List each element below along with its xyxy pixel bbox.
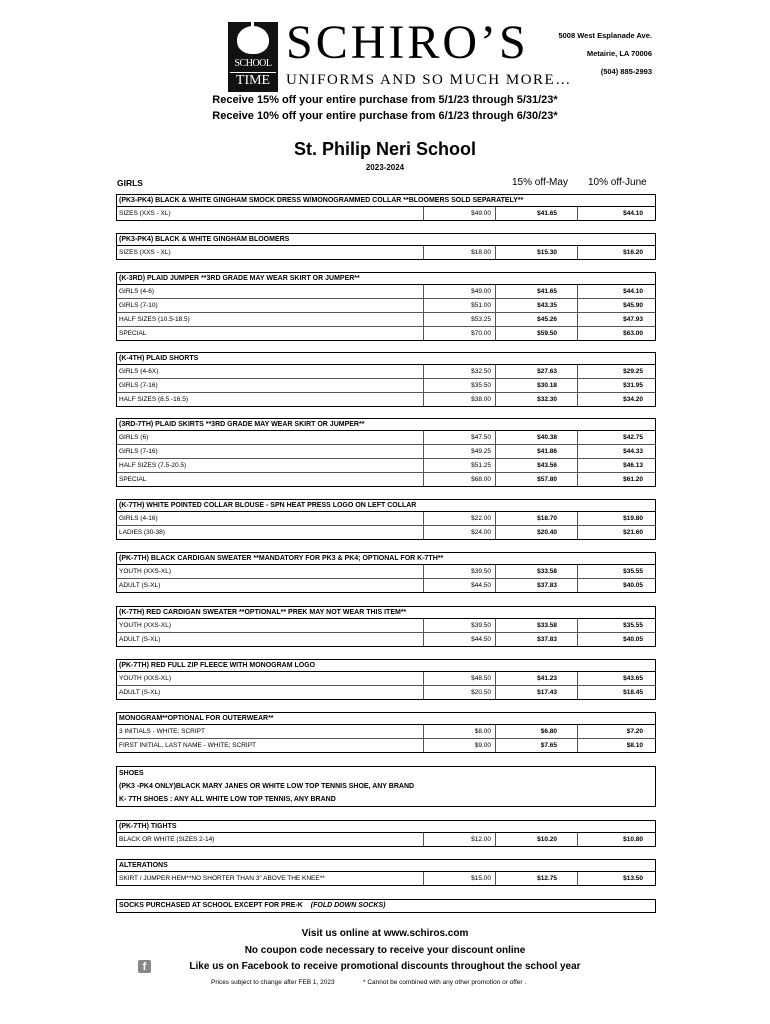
june-price: $8.10 bbox=[577, 739, 655, 752]
size-label: FIRST INITIAL, LAST NAME - WHITE; SCRIPT bbox=[119, 742, 256, 749]
regular-price: $32.50 bbox=[423, 365, 495, 378]
price-row bbox=[117, 393, 655, 406]
may-price: $57.80 bbox=[495, 473, 577, 486]
may-price: $30.18 bbox=[495, 379, 577, 392]
june-price: $31.95 bbox=[577, 379, 655, 392]
june-price: $42.75 bbox=[577, 431, 655, 444]
size-label: YOUTH (XXS-XL) bbox=[119, 568, 172, 575]
size-label: 3 INITIALS - WHITE; SCRIPT bbox=[119, 728, 205, 735]
size-label: SIZES (XXS - XL) bbox=[119, 210, 171, 217]
apple-icon bbox=[237, 26, 269, 54]
june-price: $16.20 bbox=[577, 246, 655, 259]
price-row bbox=[117, 431, 655, 445]
june-price: $7.20 bbox=[577, 725, 655, 738]
price-section bbox=[116, 233, 656, 260]
size-label: HALF SIZES (8.5 -16.5) bbox=[119, 396, 188, 403]
may-price: $33.58 bbox=[495, 619, 577, 632]
may-price: $41.86 bbox=[495, 445, 577, 458]
june-price: $21.60 bbox=[577, 526, 655, 539]
regular-price: $20.50 bbox=[423, 686, 495, 699]
fine-print-prices: Prices subject to change after FEB 1, 2023 bbox=[211, 979, 335, 986]
price-section bbox=[116, 712, 656, 753]
seal-top-text: SCHOOL bbox=[234, 58, 272, 69]
june-price: $18.45 bbox=[577, 686, 655, 699]
price-row bbox=[117, 686, 655, 699]
size-label: LADIES (30-38) bbox=[119, 529, 165, 536]
regular-price: $18.00 bbox=[423, 246, 495, 259]
category-heading: GIRLS bbox=[117, 178, 143, 188]
size-label: ADULT (S-XL) bbox=[119, 636, 161, 643]
regular-price: $8.00 bbox=[423, 725, 495, 738]
brand-logo bbox=[228, 16, 572, 94]
section-title: (K-7TH) WHITE POINTED COLLAR BLOUSE - SPN HEAT PRESS LOGO ON LEFT COLLAR bbox=[117, 500, 655, 512]
fine-print-offer: * Cannot be combined with any other promotion or offer . bbox=[363, 979, 527, 986]
section-title: (K-4TH) PLAID SHORTS bbox=[117, 353, 655, 365]
june-price: $19.80 bbox=[577, 512, 655, 525]
price-row bbox=[117, 445, 655, 459]
size-label: GIRLS (4-16) bbox=[119, 515, 158, 522]
price-row bbox=[117, 633, 655, 646]
size-label: ADULT (S-XL) bbox=[119, 689, 161, 696]
price-row bbox=[117, 207, 655, 220]
may-price: $37.83 bbox=[495, 579, 577, 592]
brand-name: SCHIRO’S bbox=[286, 16, 529, 69]
price-section bbox=[116, 194, 656, 221]
regular-price: $39.50 bbox=[423, 619, 495, 632]
may-price: $27.63 bbox=[495, 365, 577, 378]
size-label: SKIRT / JUMPER HEM**NO SHORTER THAN 3" ABOVE THE KNEE** bbox=[119, 875, 325, 882]
price-section bbox=[116, 272, 656, 341]
price-section bbox=[116, 859, 656, 886]
regular-price: $44.50 bbox=[423, 579, 495, 592]
regular-price: $51.00 bbox=[423, 299, 495, 312]
price-row bbox=[117, 672, 655, 686]
may-price: $32.30 bbox=[495, 393, 577, 406]
school-time-seal bbox=[228, 22, 278, 92]
price-section bbox=[116, 552, 656, 593]
shoes-line-2: K- 7TH SHOES : ANY ALL WHITE LOW TOP TENNIS, ANY BRAND bbox=[119, 796, 336, 803]
price-section bbox=[116, 352, 656, 407]
shoes-section bbox=[116, 766, 656, 807]
june-price: $43.65 bbox=[577, 672, 655, 685]
section-title: (3RD-7TH) PLAID SKIRTS **3RD GRADE MAY WEAR SKIRT OR JUMPER** bbox=[117, 419, 655, 431]
regular-price: $68.00 bbox=[423, 473, 495, 486]
socks-text: SOCKS PURCHASED AT SCHOOL EXCEPT FOR PRE-K bbox=[119, 902, 303, 909]
section-title: (PK3-PK4) BLACK & WHITE GINGHAM BLOOMERS bbox=[117, 234, 655, 246]
regular-price: $49.00 bbox=[423, 285, 495, 298]
section-title: ALTERATIONS bbox=[117, 860, 655, 872]
price-row bbox=[117, 512, 655, 526]
regular-price: $51.25 bbox=[423, 459, 495, 472]
may-price: $20.40 bbox=[495, 526, 577, 539]
price-row bbox=[117, 473, 655, 486]
regular-price: $44.50 bbox=[423, 633, 495, 646]
phone-number: (504) 885-2993 bbox=[600, 67, 652, 76]
facebook-icon[interactable]: f bbox=[138, 960, 151, 973]
price-row bbox=[117, 327, 655, 340]
promo-june: Receive 10% off your entire purchase from 6/1/23 through 6/30/23* bbox=[212, 110, 558, 122]
price-row bbox=[117, 872, 655, 885]
brand-tagline: UNIFORMS AND SO MUCH MORE… bbox=[286, 72, 572, 88]
section-title: (PK-7TH) TIGHTS bbox=[117, 821, 655, 833]
may-price: $45.26 bbox=[495, 313, 577, 326]
footer-facebook: Like us on Facebook to receive promotional discounts throughout the school year bbox=[189, 961, 581, 972]
may-price: $41.65 bbox=[495, 285, 577, 298]
june-price: $40.05 bbox=[577, 633, 655, 646]
june-price: $29.25 bbox=[577, 365, 655, 378]
size-label: HALF SIZES (10.5-18.5) bbox=[119, 316, 190, 323]
section-title: (PK3-PK4) BLACK & WHITE GINGHAM SMOCK DRESS W/MONOGRAMMED COLLAR **BLOOMERS SOLD SEPARATELY** bbox=[117, 195, 655, 207]
size-label: GIRLS (7-16) bbox=[119, 382, 158, 389]
may-price: $17.43 bbox=[495, 686, 577, 699]
june-price: $13.50 bbox=[577, 872, 655, 885]
price-section bbox=[116, 606, 656, 647]
price-section bbox=[116, 820, 656, 847]
june-price: $10.80 bbox=[577, 833, 655, 846]
size-label: SIZES (XXS - XL) bbox=[119, 249, 171, 256]
footer-coupon: No coupon code necessary to receive your discount online bbox=[244, 945, 526, 956]
price-section bbox=[116, 499, 656, 540]
size-label: ADULT (S-XL) bbox=[119, 582, 161, 589]
may-price: $41.23 bbox=[495, 672, 577, 685]
may-price: $37.83 bbox=[495, 633, 577, 646]
price-row bbox=[117, 285, 655, 299]
size-label: HALF SIZES (7.5-20.5) bbox=[119, 462, 187, 469]
size-label: GIRLS (7-10) bbox=[119, 302, 158, 309]
price-row bbox=[117, 579, 655, 592]
column-june: 10% off-June bbox=[588, 177, 647, 188]
price-row bbox=[117, 313, 655, 327]
section-title: (PK-7TH) BLACK CARDIGAN SWEATER **MANDATORY FOR PK3 & PK4; OPTIONAL FOR K-7TH** bbox=[117, 553, 655, 565]
seal-bottom-text: TIME bbox=[230, 72, 276, 89]
size-label: SPECIAL bbox=[119, 330, 147, 337]
address-line-2: Metairie, LA 70006 bbox=[586, 49, 652, 58]
regular-price: $49.25 bbox=[423, 445, 495, 458]
address-line-1: 5008 West Esplanade Ave. bbox=[558, 31, 652, 40]
size-label: GIRLS (7-16) bbox=[119, 448, 158, 455]
price-section bbox=[116, 659, 656, 700]
june-price: $45.90 bbox=[577, 299, 655, 312]
size-label: SPECIAL bbox=[119, 476, 147, 483]
size-label: YOUTH (XXS-XL) bbox=[119, 675, 172, 682]
june-price: $34.20 bbox=[577, 393, 655, 406]
price-row bbox=[117, 299, 655, 313]
june-price: $46.13 bbox=[577, 459, 655, 472]
price-row bbox=[117, 565, 655, 579]
regular-price: $47.50 bbox=[423, 431, 495, 444]
price-row bbox=[117, 833, 655, 846]
regular-price: $9.00 bbox=[423, 739, 495, 752]
size-label: GIRLS (4-6) bbox=[119, 288, 155, 295]
june-price: $44.10 bbox=[577, 207, 655, 220]
promo-may: Receive 15% off your entire purchase from 5/1/23 through 5/31/23* bbox=[212, 94, 558, 106]
column-may: 15% off-May bbox=[512, 177, 568, 188]
may-price: $43.56 bbox=[495, 459, 577, 472]
regular-price: $22.00 bbox=[423, 512, 495, 525]
price-row bbox=[117, 739, 655, 752]
price-row bbox=[117, 379, 655, 393]
price-row bbox=[117, 526, 655, 539]
may-price: $12.75 bbox=[495, 872, 577, 885]
regular-price: $49.00 bbox=[423, 207, 495, 220]
may-price: $40.38 bbox=[495, 431, 577, 444]
price-row bbox=[117, 459, 655, 473]
size-label: GIRLS (4-6X) bbox=[119, 368, 159, 375]
regular-price: $53.25 bbox=[423, 313, 495, 326]
section-title: (PK-7TH) RED FULL ZIP FLEECE WITH MONOGRAM LOGO bbox=[117, 660, 655, 672]
shoes-line-1: (PK3 -PK4 ONLY)BLACK MARY JANES OR WHITE LOW TOP TENNIS SHOE, ANY BRAND bbox=[119, 783, 415, 790]
school-title: St. Philip Neri School bbox=[293, 139, 477, 159]
june-price: $63.00 bbox=[577, 327, 655, 340]
june-price: $44.10 bbox=[577, 285, 655, 298]
may-price: $41.65 bbox=[495, 207, 577, 220]
may-price: $33.58 bbox=[495, 565, 577, 578]
may-price: $43.35 bbox=[495, 299, 577, 312]
regular-price: $12.00 bbox=[423, 833, 495, 846]
may-price: $6.80 bbox=[495, 725, 577, 738]
june-price: $47.93 bbox=[577, 313, 655, 326]
size-label: BLACK OR WHITE (SIZES 2-14) bbox=[119, 836, 215, 843]
section-title: (K-3RD) PLAID JUMPER **3RD GRADE MAY WEAR SKIRT OR JUMPER** bbox=[117, 273, 655, 285]
footer-online: Visit us online at www.schiros.com bbox=[301, 928, 469, 939]
may-price: $15.30 bbox=[495, 246, 577, 259]
size-label: GIRLS (6) bbox=[119, 434, 149, 441]
price-row bbox=[117, 246, 655, 259]
regular-price: $15.00 bbox=[423, 872, 495, 885]
may-price: $59.50 bbox=[495, 327, 577, 340]
regular-price: $35.50 bbox=[423, 379, 495, 392]
may-price: $18.70 bbox=[495, 512, 577, 525]
june-price: $40.05 bbox=[577, 579, 655, 592]
june-price: $61.20 bbox=[577, 473, 655, 486]
regular-price: $48.50 bbox=[423, 672, 495, 685]
regular-price: $38.00 bbox=[423, 393, 495, 406]
june-price: $44.33 bbox=[577, 445, 655, 458]
size-label: YOUTH (XXS-XL) bbox=[119, 622, 172, 629]
regular-price: $24.00 bbox=[423, 526, 495, 539]
socks-note: (FOLD DOWN SOCKS) bbox=[310, 902, 386, 909]
socks-section bbox=[116, 899, 656, 913]
shoes-title: SHOES bbox=[119, 770, 144, 777]
socks-line bbox=[117, 900, 655, 913]
june-price: $35.55 bbox=[577, 619, 655, 632]
price-row bbox=[117, 619, 655, 633]
section-title: (K-7TH) RED CARDIGAN SWEATER **OPTIONAL** PREK MAY NOT WEAR THIS ITEM** bbox=[117, 607, 655, 619]
june-price: $35.55 bbox=[577, 565, 655, 578]
may-price: $7.65 bbox=[495, 739, 577, 752]
section-title: MONOGRAM**OPTIONAL FOR OUTERWEAR** bbox=[117, 713, 655, 725]
regular-price: $39.50 bbox=[423, 565, 495, 578]
may-price: $10.20 bbox=[495, 833, 577, 846]
price-section bbox=[116, 418, 656, 487]
school-year: 2023-2024 bbox=[365, 163, 405, 172]
regular-price: $70.00 bbox=[423, 327, 495, 340]
price-row bbox=[117, 725, 655, 739]
price-row bbox=[117, 365, 655, 379]
